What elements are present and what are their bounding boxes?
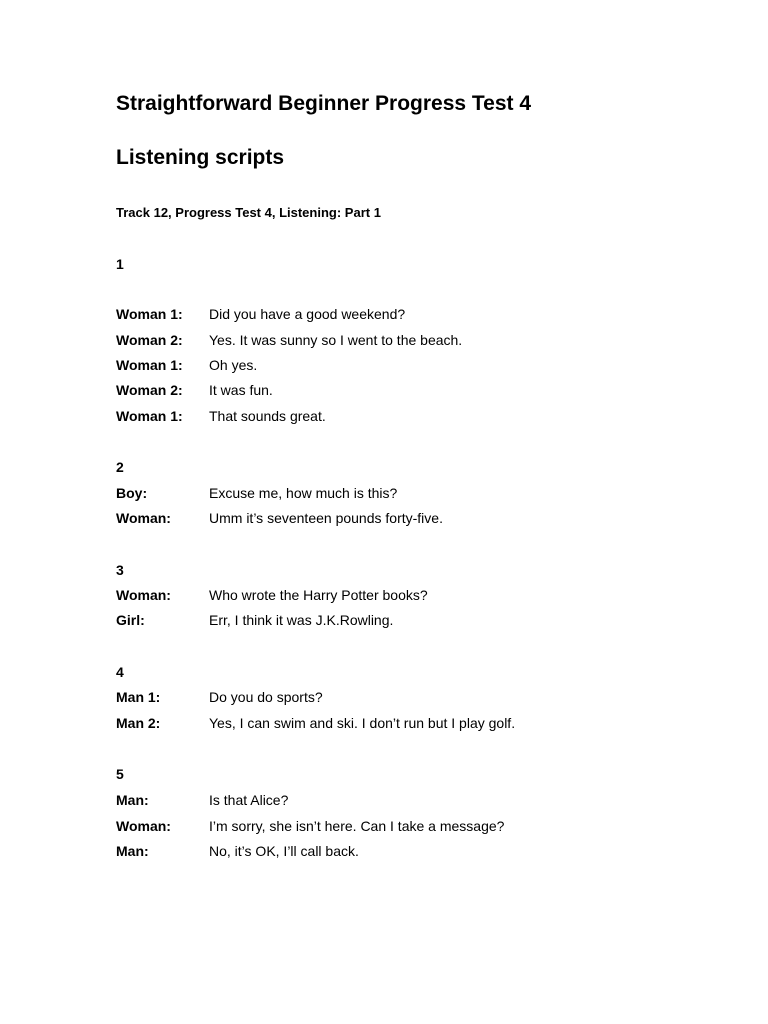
speaker-label: Woman 2: bbox=[116, 382, 183, 398]
utterance-text: Is that Alice? bbox=[209, 792, 289, 808]
script-line bbox=[116, 357, 736, 377]
script-line bbox=[116, 587, 736, 607]
utterance-text: That sounds great. bbox=[209, 408, 326, 424]
script-line bbox=[116, 843, 736, 863]
speaker-label: Woman 1: bbox=[116, 357, 183, 373]
script-line bbox=[116, 332, 736, 352]
speaker-label: Woman: bbox=[116, 818, 171, 834]
section-number: 3 bbox=[116, 562, 124, 578]
document-title: Straightforward Beginner Progress Test 4 bbox=[116, 92, 532, 115]
script-line bbox=[116, 689, 736, 709]
speaker-label: Man: bbox=[116, 792, 149, 808]
speaker-label: Man 1: bbox=[116, 689, 161, 705]
speaker-label: Woman 2: bbox=[116, 332, 183, 348]
script-line bbox=[116, 612, 736, 632]
speaker-label: Man 2: bbox=[116, 715, 161, 731]
utterance-text: Yes. It was sunny so I went to the beach. bbox=[209, 332, 463, 348]
script-line bbox=[116, 306, 736, 326]
utterance-text: It was fun. bbox=[209, 382, 273, 398]
script-line bbox=[116, 408, 736, 428]
script-line bbox=[116, 382, 736, 402]
speaker-label: Woman: bbox=[116, 587, 171, 603]
speaker-label: Boy: bbox=[116, 485, 148, 501]
section-number: 1 bbox=[116, 256, 124, 272]
utterance-text: Err, I think it was J.K.Rowling. bbox=[209, 612, 394, 628]
track-heading: Track 12, Progress Test 4, Listening: Part 1 bbox=[116, 205, 381, 220]
script-line bbox=[116, 485, 736, 505]
utterance-text: Oh yes. bbox=[209, 357, 258, 373]
script-line bbox=[116, 510, 736, 530]
utterance-text: Excuse me, how much is this? bbox=[209, 485, 398, 501]
script-line bbox=[116, 715, 736, 735]
speaker-label: Woman 1: bbox=[116, 306, 183, 322]
utterance-text: Did you have a good weekend? bbox=[209, 306, 406, 322]
speaker-label: Man: bbox=[116, 843, 149, 859]
utterance-text: No, it’s OK, I’ll call back. bbox=[209, 843, 359, 859]
script-line bbox=[116, 818, 736, 838]
section-number: 2 bbox=[116, 459, 124, 475]
utterance-text: Do you do sports? bbox=[209, 689, 323, 705]
utterance-text: Who wrote the Harry Potter books? bbox=[209, 587, 428, 603]
utterance-text: Yes, I can swim and ski. I don’t run but I play golf. bbox=[209, 715, 516, 731]
speaker-label: Girl: bbox=[116, 612, 145, 628]
utterance-text: Umm it’s seventeen pounds forty-five. bbox=[209, 510, 443, 526]
section-number: 5 bbox=[116, 766, 124, 782]
utterance-text: I’m sorry, she isn’t here. Can I take a message? bbox=[209, 818, 505, 834]
section-number: 4 bbox=[116, 664, 124, 680]
speaker-label: Woman: bbox=[116, 510, 171, 526]
speaker-label: Woman 1: bbox=[116, 408, 183, 424]
document-subtitle: Listening scripts bbox=[116, 146, 285, 169]
script-line bbox=[116, 792, 736, 812]
